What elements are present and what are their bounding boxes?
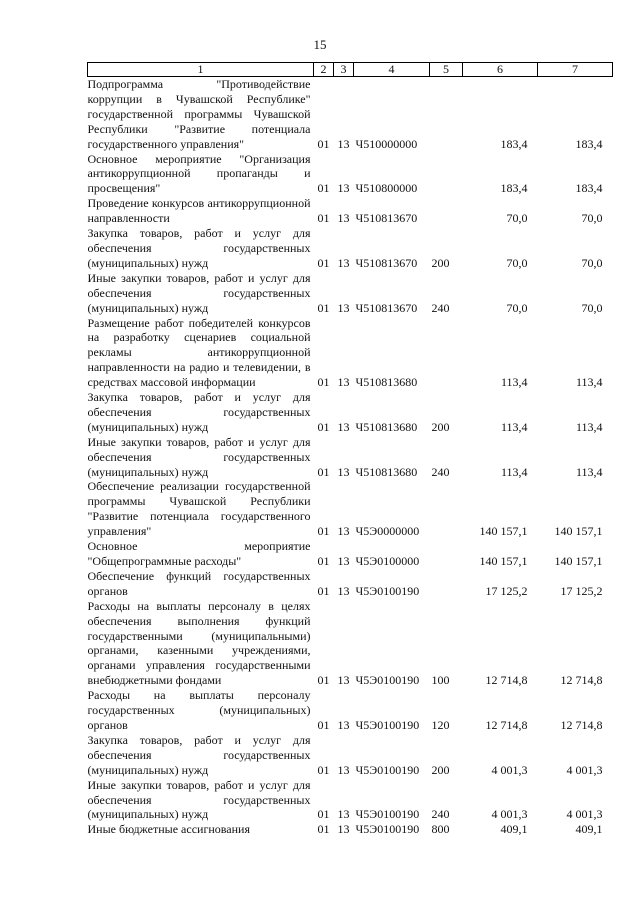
row-subsection: 13 [337,211,350,226]
row-amount-2: 113,4 [575,419,603,434]
row-subsection: 13 [337,136,350,151]
row-amount-1: 183,4 [500,181,528,196]
row-amount-1: 113,4 [500,464,528,479]
table-row [88,390,613,435]
table-row [88,479,613,539]
row-amount-2: 183,4 [575,136,603,151]
row-expense-type: 240 [431,464,450,479]
row-target-code: Ч5Э0100190 [355,717,420,732]
row-target-code: Ч5Э0100190 [355,583,420,598]
row-expense-type: 200 [431,255,450,270]
row-amount-1: 12 714,8 [485,717,528,732]
row-amount-1: 113,4 [500,375,528,390]
row-subsection: 13 [337,300,350,315]
row-amount-1: 4 001,3 [491,807,528,822]
row-expense-type [430,316,463,391]
table-row [88,778,613,823]
row-expense-type [430,539,463,569]
header-col-6: 6 [463,63,538,77]
row-section: 01 [317,762,330,777]
row-expense-type: 200 [431,419,450,434]
row-amount-1: 17 125,2 [485,583,528,598]
row-subsection: 13 [337,717,350,732]
row-subsection: 13 [337,375,350,390]
header-col-2: 2 [314,63,334,77]
header-col-4: 4 [354,63,430,77]
row-description: Основное мероприятие "Общепрограммные расходы" [87,539,311,568]
row-amount-1: 70,0 [506,255,528,270]
row-section: 01 [317,181,330,196]
table-row [88,226,613,271]
row-section: 01 [317,419,330,434]
row-subsection: 13 [337,807,350,822]
row-expense-type: 240 [431,300,450,315]
header-col-5: 5 [430,63,463,77]
row-amount-2: 12 714,8 [560,717,603,732]
row-subsection: 13 [337,181,350,196]
row-amount-2: 140 157,1 [554,524,603,539]
row-amount-2: 409,1 [575,822,603,837]
row-amount-1: 70,0 [506,300,528,315]
row-description: Обеспечение функций государственных органов [87,568,311,598]
table-row [88,569,613,599]
row-amount-2: 4 001,3 [566,807,603,822]
row-expense-type [430,479,463,539]
table-row [88,822,613,837]
row-section: 01 [317,464,330,479]
row-amount-1: 12 714,8 [485,673,528,688]
row-amount-2: 183,4 [575,181,603,196]
row-target-code: Ч5Э0100190 [355,762,420,777]
row-target-code: Ч5Э0100190 [355,673,420,688]
table-row [88,271,613,316]
table-row [88,316,613,391]
row-target-code: Ч510813680 [355,419,418,434]
row-amount-2: 140 157,1 [554,554,603,568]
row-expense-type: 120 [431,717,450,732]
row-description: Иные бюджетные ассигнования [87,822,250,837]
row-description: Основное мероприятие "Организация антикоррупционной пропаганды и просвещения" [87,151,311,196]
row-description: Иные закупки товаров, работ и услуг для обеспечения государственных (муниципальных) нужд [87,270,311,315]
row-target-code: Ч5Э0100190 [355,822,420,837]
row-amount-1: 140 157,1 [479,554,528,568]
row-description: Иные закупки товаров, работ и услуг для обеспечения государственных (муниципальных) нужд [87,434,311,479]
row-subsection: 13 [337,583,350,598]
page-number: 15 [313,37,327,52]
row-description: Закупка товаров, работ и услуг для обеспечения государственных (муниципальных) нужд [87,732,311,777]
row-target-code: Ч510813670 [355,255,418,270]
row-amount-2: 113,4 [575,464,603,479]
row-subsection: 13 [337,554,350,568]
row-subsection: 13 [337,255,350,270]
row-section: 01 [317,554,330,568]
row-amount-2: 70,0 [581,300,603,315]
row-section: 01 [317,255,330,270]
row-amount-1: 4 001,3 [491,762,528,777]
row-subsection: 13 [337,673,350,688]
row-expense-type [430,196,463,226]
row-amount-1: 183,4 [500,136,528,151]
row-amount-2: 17 125,2 [560,583,603,598]
table-row [88,599,613,688]
table-row [88,152,613,197]
row-description: Расходы на выплаты персоналу в целях обеспечения выполнения функций государственными (муниципальными) органами, казенными учреждениями, органами управления государственными внебюджетными фондами [87,598,311,688]
row-subsection: 13 [337,822,350,837]
row-amount-1: 140 157,1 [479,524,528,539]
row-section: 01 [317,136,330,151]
table-row [88,435,613,480]
table-header-row [88,63,613,77]
row-section: 01 [317,583,330,598]
row-description: Подпрограмма "Противодействие коррупции в Чувашской Республике" государственной программы Чувашской Республики "Развитие потенциала государственного управления" [87,77,311,151]
row-amount-2: 4 001,3 [566,762,603,777]
row-amount-2: 12 714,8 [560,673,603,688]
row-target-code: Ч5Э0000000 [355,524,420,539]
row-description: Проведение конкурсов антикоррупционной направленности [87,196,311,226]
row-amount-2: 113,4 [575,375,603,390]
row-section: 01 [317,211,330,226]
row-target-code: Ч5Э0100190 [355,807,420,822]
row-section: 01 [317,673,330,688]
header-col-7: 7 [538,63,613,77]
row-amount-1: 70,0 [506,211,528,226]
row-amount-2: 70,0 [581,255,603,270]
row-expense-type: 100 [431,673,450,688]
row-description: Обеспечение реализации государственной программы Чувашской Республики "Развитие потенциала государственного управления" [87,479,311,539]
row-description: Иные закупки товаров, работ и услуг для обеспечения государственных (муниципальных) нужд [87,777,311,822]
budget-table [87,62,613,837]
row-target-code: Ч5Э0100000 [355,554,420,568]
row-expense-type: 800 [431,822,450,837]
row-section: 01 [317,717,330,732]
row-target-code: Ч510000000 [355,136,418,151]
row-expense-type [430,152,463,197]
row-amount-2: 70,0 [581,211,603,226]
row-expense-type: 240 [431,807,450,822]
row-description: Закупка товаров, работ и услуг для обеспечения государственных (муниципальных) нужд [87,390,311,434]
header-col-3: 3 [334,63,354,77]
row-subsection: 13 [337,419,350,434]
table-row [88,539,613,569]
row-description: Закупка товаров, работ и услуг для обеспечения государственных (муниципальных) нужд [87,226,311,270]
row-target-code: Ч510800000 [355,181,418,196]
row-description: Размещение работ победителей конкурсов на разработку сценариев социальной рекламы антикоррупционной направленности на радио и телевидении, в средствах массовой информации [87,315,311,390]
row-section: 01 [317,300,330,315]
row-amount-1: 409,1 [500,822,528,837]
table-row [88,733,613,778]
row-subsection: 13 [337,524,350,539]
row-subsection: 13 [337,464,350,479]
row-amount-1: 113,4 [500,419,528,434]
row-subsection: 13 [337,762,350,777]
row-section: 01 [317,524,330,539]
row-section: 01 [317,807,330,822]
row-section: 01 [317,375,330,390]
table-row [88,77,613,152]
row-target-code: Ч510813680 [355,464,418,479]
row-target-code: Ч510813670 [355,211,418,226]
row-expense-type [430,569,463,599]
header-col-1: 1 [88,63,314,77]
table-row [88,688,613,733]
row-target-code: Ч510813670 [355,300,418,315]
row-target-code: Ч510813680 [355,375,418,390]
row-expense-type [430,77,463,152]
row-description: Расходы на выплаты персоналу государственных (муниципальных) органов [87,688,311,732]
table-row [88,196,613,226]
row-section: 01 [317,822,330,837]
row-expense-type: 200 [431,762,450,777]
